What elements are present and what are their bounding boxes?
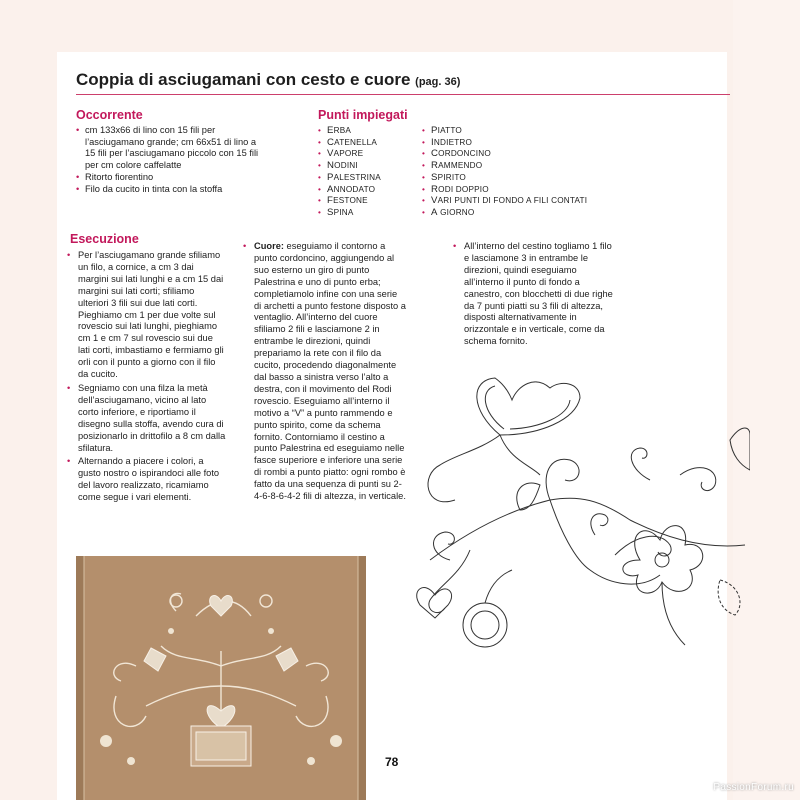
- list-item: • VAPORE: [318, 148, 418, 160]
- punti-list-col1: [318, 125, 418, 219]
- list-item: • CATENELLA: [318, 137, 418, 149]
- list-item: • Ritorto fiorentino: [76, 172, 266, 184]
- esecuzione-col1: [66, 250, 226, 504]
- paragraph: • Segniamo con una filza la metà dell’asciugamano, vicino al lato corto inferiore, e riportiamo il disegno sulla stoffa, avendo cura di posizionarlo in drittofilo a 8 cm dalla sfilatura.: [66, 383, 226, 454]
- esecuzione-col2: [242, 241, 406, 503]
- occorrente-heading: Occorrente: [76, 108, 143, 122]
- list-item: • FESTONE: [318, 195, 418, 207]
- list-item: • INDIETRO: [422, 137, 632, 149]
- list-item: • VARI PUNTI DI FONDO A FILI CONTATI: [422, 195, 632, 207]
- watermark: PassionForum.ru: [713, 782, 794, 793]
- list-item: • NODINI: [318, 160, 418, 172]
- occorrente-list: [76, 125, 266, 195]
- list-item: • RODI DOPPIO: [422, 184, 632, 196]
- list-item: • ANNODATO: [318, 184, 418, 196]
- cuore-text: eseguiamo il contorno a punto cordoncino, aggiungendo al suo esterno un giro di punto Palestrina e uno di punto erba; completiamolo infine con una serie di archetti a punto festone disposto a ventaglio. All’interno del cuore sfiliamo 2 fili e lasciamone 2 in entrambe le direzioni, quindi prepariamo la rete con il filo da cucito, procedendo diagonalmente dal basso a sinistra verso l’alto a destra, con il movimento del Rodi rovescio. Eseguiamo all’interno il motivo a “V” a punto rammendo e punto spirito, come da schema fornito. Contorniamo il cestino a punto Palestrina ed eseguiamo nelle fasce superiore e inferiore una serie di rombi a punto piatto: ogni rombo è fatto da una sequenza di punti su 2-4-6-8-6-4-2 fili di altezza, in verticale.: [254, 241, 406, 502]
- list-item: • PIATTO: [422, 125, 632, 137]
- paragraph: [242, 241, 406, 503]
- list-item: • CORDONCINO: [422, 148, 632, 160]
- pattern-round-flower: [463, 603, 507, 647]
- page-title: [76, 70, 730, 95]
- pattern-vine: [430, 498, 745, 560]
- page-number: 78: [385, 755, 399, 769]
- punti-list-col2: [422, 125, 632, 219]
- esecuzione-col3: [452, 241, 616, 348]
- title-text: Coppia di asciugamani con cesto e cuore: [76, 70, 411, 89]
- esecuzione-heading: Esecuzione: [70, 232, 139, 246]
- paragraph: • All’interno del cestino togliamo 1 filo e lasciamone 3 in entrambe le direzioni, quindi eseguiamo all’interno il punto di fondo a canestro, con blocchetti di due righe da 7 punti piatti su 3 fili di altezza, disposti alternativamente in orizzontale e in verticale, come da schema fornito.: [452, 241, 616, 348]
- list-item: • ERBA: [318, 125, 418, 137]
- pattern-heart: [417, 588, 452, 618]
- cuore-lead: Cuore:: [254, 241, 284, 251]
- list-item: • PALESTRINA: [318, 172, 418, 184]
- list-item: • cm 133x66 di lino con 15 fili per l’asciugamano grande; cm 66x51 di lino a 15 fili per l’asciugamano piccolo con 15 fili per cm colore caffelatte: [76, 125, 266, 172]
- list-item: • Filo da cucito in tinta con la stoffa: [76, 184, 266, 196]
- list-item: • SPIRITO: [422, 172, 632, 184]
- paragraph: • Alternando a piacere i colori, a gusto nostro o ispirandoci alle foto del lavoro realizzato, ricamiamo come segue i vari elementi.: [66, 456, 226, 504]
- pattern-spiral: [434, 532, 455, 560]
- embroidery-photo: [76, 556, 366, 800]
- list-item: • RAMMENDO: [422, 160, 632, 172]
- embroidery-pattern-drawing: [400, 360, 750, 690]
- list-item: • A GIORNO: [422, 207, 632, 219]
- page-reference: (pag. 36): [415, 76, 461, 88]
- list-item: • SPINA: [318, 207, 418, 219]
- pattern-bird: [730, 428, 750, 470]
- paragraph: • Per l’asciugamano grande sfiliamo un filo, a cornice, a cm 3 dai margini sui lati lunghi e a cm 15 dai margini sui lati corti; sfiliamo ulteriori 3 fili sui due lati corti. Pieghiamo cm 1 per due volte sul rovescio sui lati lunghi, pieghiamo cm 1 e cm 7 sul rovescio sui due lati corti, imbastiamo e fermiamo gli orli con il punto a giorno con il filo da cucito.: [66, 250, 226, 381]
- punti-heading: Punti impiegati: [318, 108, 408, 122]
- pattern-flower: [623, 526, 703, 594]
